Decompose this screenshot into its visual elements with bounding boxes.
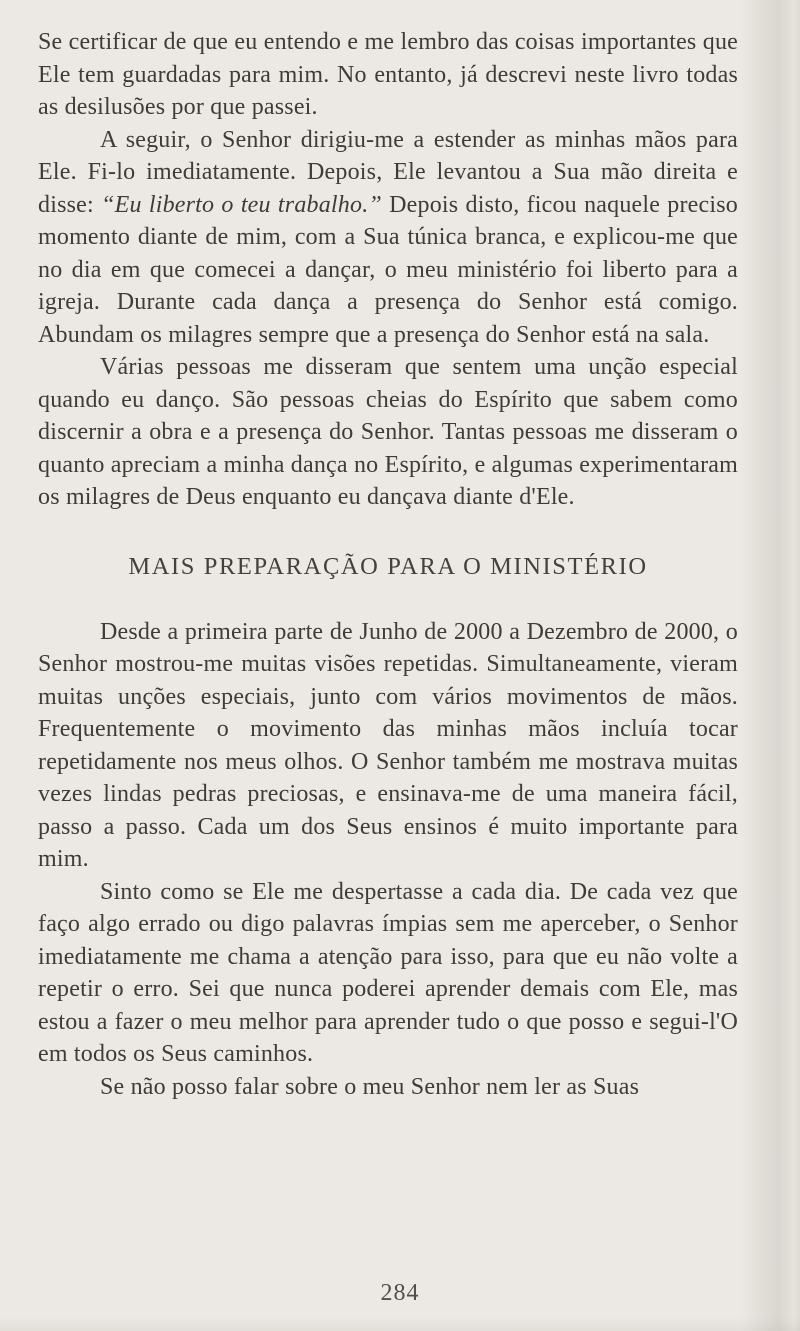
paragraph xyxy=(38,26,738,124)
paragraph xyxy=(38,876,738,1071)
paragraph xyxy=(38,1071,738,1104)
paragraph-text: Sinto como se Ele me despertasse a cada dia. De cada vez que faço algo errado ou digo palavras ímpias sem me aperceber, o Senhor imediatamente me chama a atenção para isso, para que eu não volte a repetir o erro. Sei que nunca poderei aprender demais com Ele, mas estou a fazer o meu melhor para aprender tudo o que posso e segui-l'O em todos os Seus caminhos. xyxy=(38,878,738,1067)
paragraph-text: Se certificar de que eu entendo e me lembro das coisas importantes que Ele tem guardadas para mim. No entanto, já descrevi neste livro todas as desilusões por que passei. xyxy=(38,29,738,120)
paragraph-text: Se não posso falar sobre o meu Senhor nem ler as Suas xyxy=(100,1073,640,1100)
paragraph-text: A seguir, o Senhor dirigiu-me a estender as minhas mãos para Ele. Fi-lo imediatamente. Depois, Ele levantou a Sua mão direita e disse: xyxy=(38,126,738,218)
quoted-speech: “Eu liberto o teu trabalho.” xyxy=(101,191,382,218)
page-bottom-shadow xyxy=(0,1317,800,1331)
paragraph-text: Depois disto, ficou naquele preciso momento diante de mim, com a Sua túnica branca, e explicou-me que no dia em que comecei a dançar, o meu ministério foi liberto para a igreja. Durante cada dança a presença do Senhor está comigo. Abundam os milagres sempre que a presença do Senhor está na sala. xyxy=(38,191,738,348)
page-number: 284 xyxy=(380,1280,420,1306)
paragraph xyxy=(38,351,738,514)
paragraph xyxy=(38,616,738,876)
body-text xyxy=(38,26,738,1103)
paragraph-text: Desde a primeira parte de Junho de 2000 a Dezembro de 2000, o Senhor mostrou-me muitas visões repetidas. Simultaneamente, vieram muitas unções especiais, junto com vários movimentos de mãos. Frequentemente o movimento das minhas mãos incluía tocar repetidamente nos meus olhos. O Senhor também me mostrava muitas vezes lindas pedras preciosas, e ensinava-me de uma maneira fácil, passo a passo. Cada um dos Seus ensinos é muito importante para mim. xyxy=(38,618,738,872)
paragraph xyxy=(38,124,738,352)
page-edge-shadow xyxy=(740,0,800,1331)
paragraph-text: Várias pessoas me disseram que sentem uma unção especial quando eu danço. São pessoas cheias do Espírito que sabem como discernir a obra e a presença do Senhor. Tantas pessoas me disseram o quanto apreciam a minha dança no Espírito, e algumas experimentaram os milagres de Deus enquanto eu dançava diante d'Ele. xyxy=(38,354,738,510)
section-heading: MAIS PREPARAÇÃO PARA O MINISTÉRIO xyxy=(128,552,648,580)
